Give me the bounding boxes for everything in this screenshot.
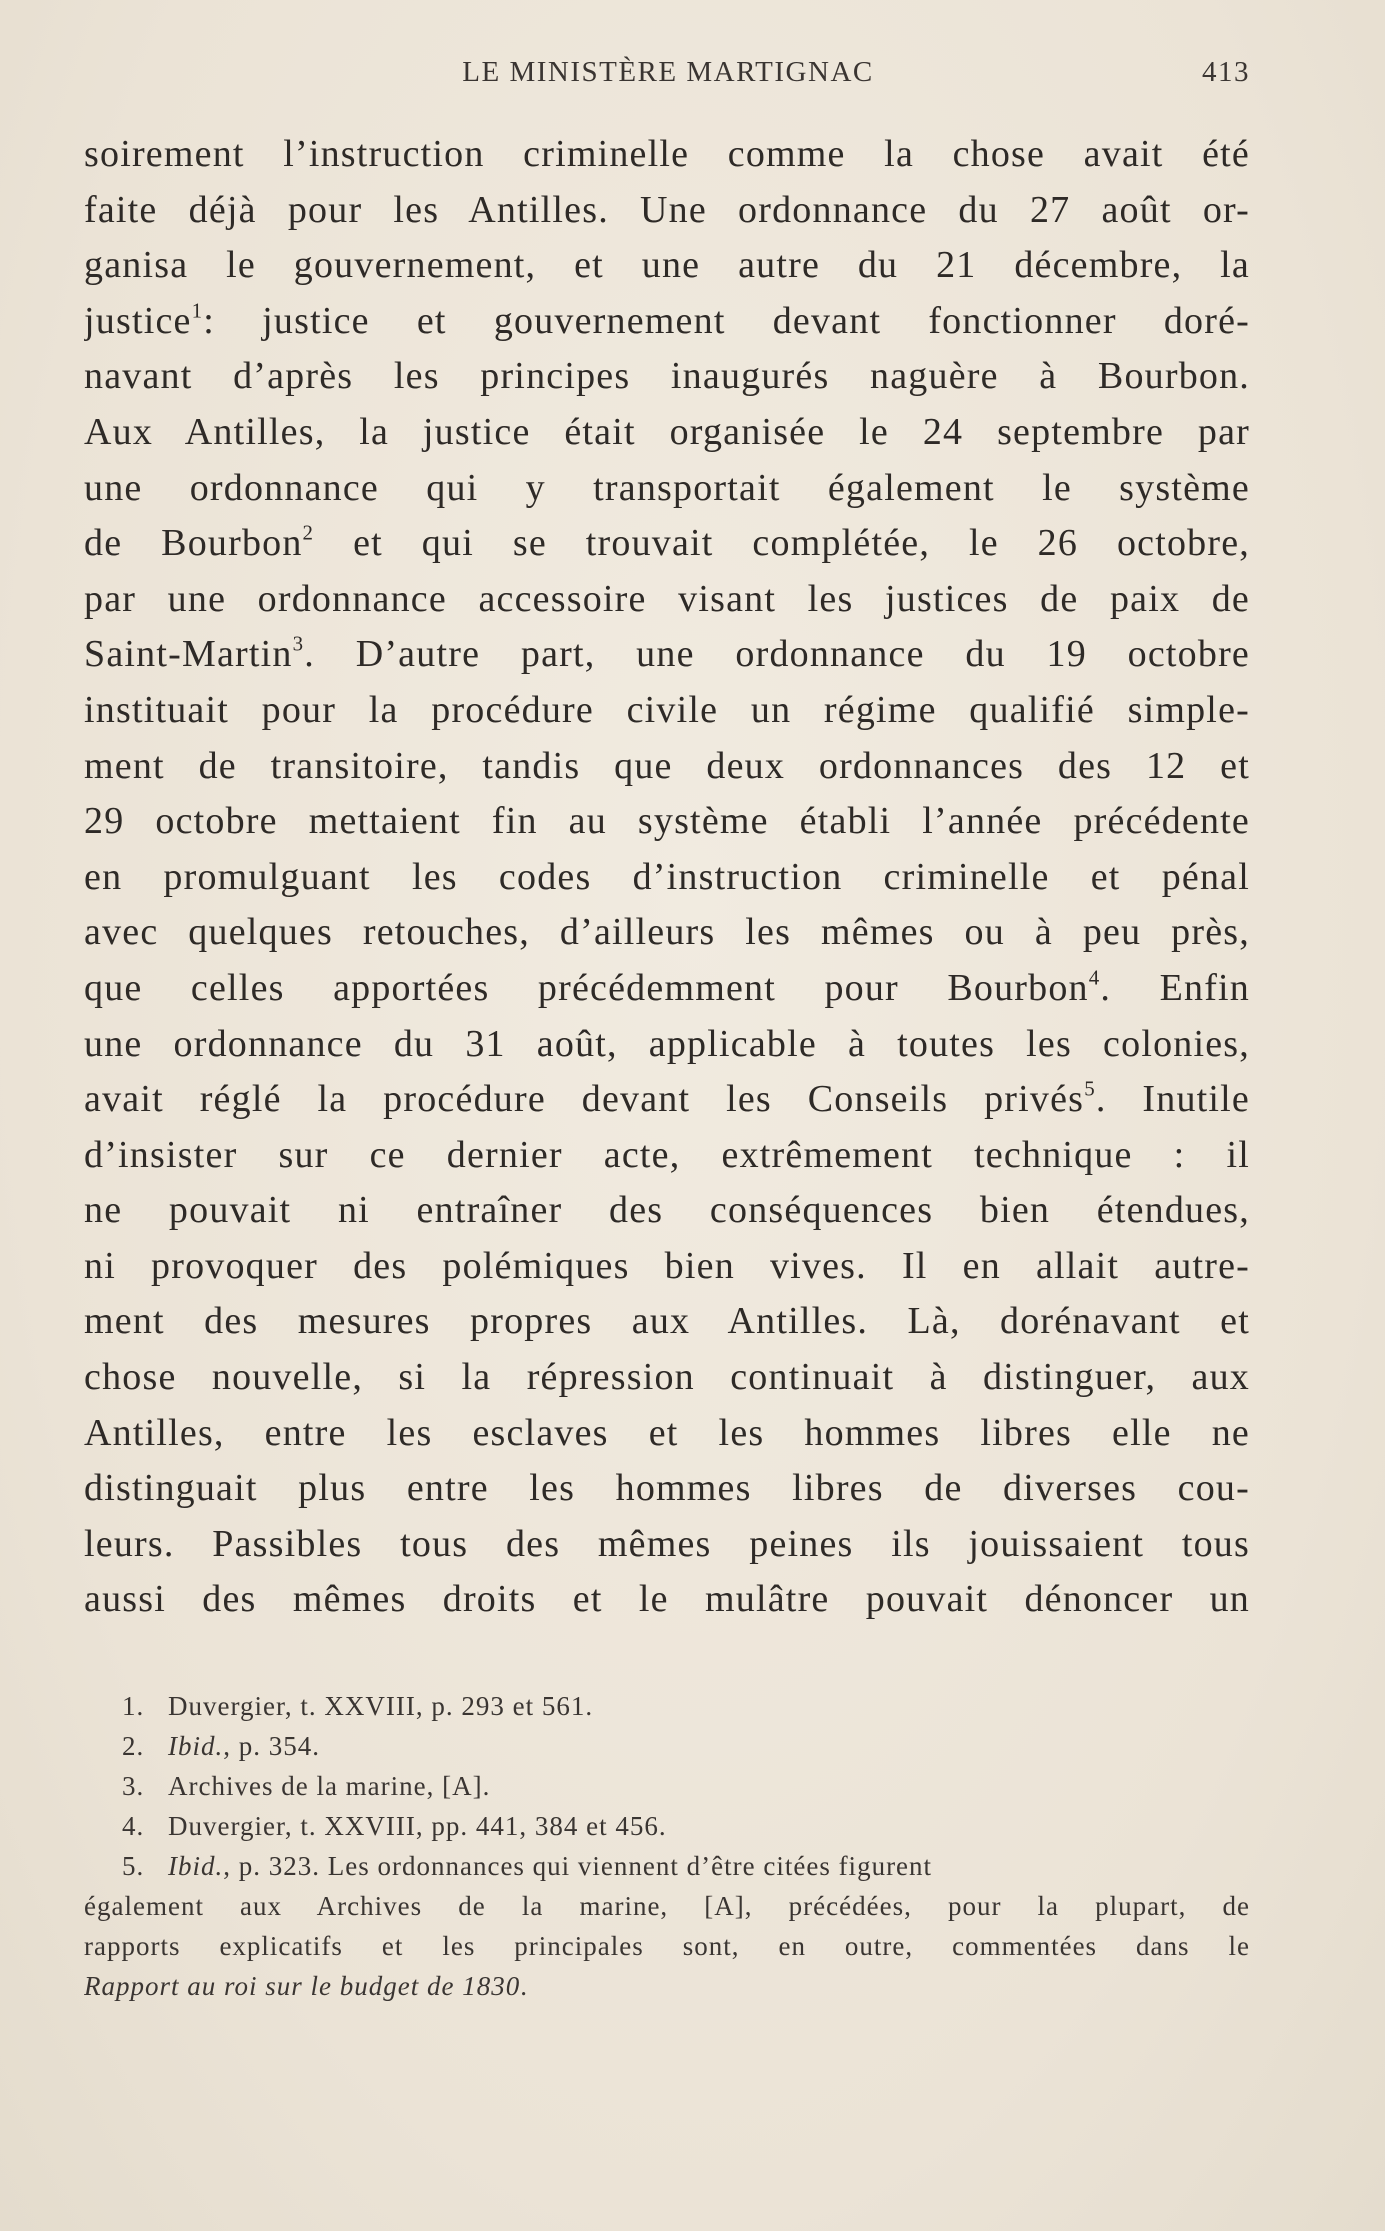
text-fragment: . D’autre part, une ordonnance du 19 octobre bbox=[304, 633, 1250, 676]
text-line: 29 octobre mettaient fin au système établi l’année précédente bbox=[84, 800, 1250, 843]
text-fragment: justice bbox=[84, 299, 192, 342]
text-line: aussi des mêmes droits et le mulâtre pouvait dénoncer un bbox=[84, 1578, 1250, 1621]
text-line: ment des mesures propres aux Antilles. Là, dorénavant et bbox=[84, 1300, 1250, 1343]
text-line: instituait pour la procédure civile un régime qualifié simple- bbox=[84, 688, 1250, 731]
footnote-number: 2. bbox=[122, 1731, 145, 1761]
text-fragment: que celles apportées précédemment pour Bourbon bbox=[84, 966, 1089, 1009]
text-line: ne pouvait ni entraîner des conséquences bien étendues, bbox=[84, 1189, 1250, 1232]
footnote-number: 4. bbox=[122, 1811, 145, 1841]
text-line: navant d’après les principes inaugurés naguère à Bourbon. bbox=[84, 355, 1250, 398]
footnote-5 bbox=[84, 1846, 1250, 1886]
text-line: ni provoquer des polémiques bien vives. Il en allait autre- bbox=[84, 1244, 1250, 1287]
text-line: par une ordonnance accessoire visant les justices de paix de bbox=[84, 577, 1250, 620]
text-line bbox=[84, 516, 1250, 572]
text-fragment: Saint-Martin bbox=[84, 633, 293, 676]
text-line bbox=[84, 961, 1250, 1017]
text-fragment: : justice et gouvernement devant fonctionner doré- bbox=[203, 299, 1250, 342]
footnote-3 bbox=[84, 1766, 1250, 1806]
footnote-1 bbox=[84, 1686, 1250, 1726]
footnote-title: Rapport au roi sur le budget de 1830 bbox=[84, 1971, 521, 2001]
footnote-2 bbox=[84, 1726, 1250, 1766]
text-line: une ordonnance du 31 août, applicable à toutes les colonies, bbox=[84, 1022, 1250, 1065]
text-line: d’insister sur ce dernier acte, extrêmement technique : il bbox=[84, 1133, 1250, 1176]
running-title: LE MINISTÈRE MARTIGNAC bbox=[462, 56, 874, 88]
footnotes bbox=[84, 1686, 1250, 2006]
footnote-ref-1: 1 bbox=[191, 298, 204, 323]
text-line bbox=[84, 294, 1250, 350]
text-line: ment de transitoire, tandis que deux ordonnances des 12 et bbox=[84, 744, 1250, 787]
text-line: Aux Antilles, la justice était organisée le 24 septembre par bbox=[84, 410, 1250, 453]
footnote-text: , p. 323. Les ordonnances qui viennent d’être citées figurent bbox=[223, 1851, 933, 1881]
text-line: une ordonnance qui y transportait également le système bbox=[84, 466, 1250, 509]
text-fragment: avait réglé la procédure devant les Conseils privés bbox=[84, 1078, 1085, 1121]
footnote-text: Duvergier, t. XXVIII, p. 293 et 561. bbox=[168, 1691, 594, 1721]
footnote-text: . bbox=[520, 1971, 528, 2001]
text-fragment: . Inutile bbox=[1095, 1078, 1250, 1121]
footnote-4 bbox=[84, 1806, 1250, 1846]
footnote-text: , p. 354. bbox=[223, 1731, 320, 1761]
text-line bbox=[84, 627, 1250, 683]
text-fragment: de Bourbon bbox=[84, 522, 303, 565]
text-fragment: et qui se trouvait complétée, le 26 octobre, bbox=[314, 522, 1250, 565]
footnote-text: Archives de la marine, [A]. bbox=[168, 1771, 491, 1801]
text-line: chose nouvelle, si la répression continuait à distinguer, aux bbox=[84, 1356, 1250, 1399]
footnote-ref-4: 4 bbox=[1088, 965, 1101, 990]
text-line: ganisa le gouvernement, et une autre du 21 décembre, la bbox=[84, 244, 1250, 287]
footnote-ibid: Ibid. bbox=[168, 1731, 224, 1761]
footnote-5-continued bbox=[84, 1966, 1250, 2006]
page-number: 413 bbox=[1202, 56, 1250, 88]
footnote-ref-3: 3 bbox=[292, 631, 305, 656]
text-fragment: . Enfin bbox=[1100, 966, 1250, 1009]
text-line: faite déjà pour les Antilles. Une ordonnance du 27 août or- bbox=[84, 188, 1250, 231]
text-line: distinguait plus entre les hommes libres de diverses cou- bbox=[84, 1467, 1250, 1510]
running-header bbox=[86, 56, 1250, 96]
footnote-ref-2: 2 bbox=[302, 520, 315, 545]
text-line: soirement l’instruction criminelle comme la chose avait été bbox=[84, 133, 1250, 175]
footnote-number: 5. bbox=[122, 1851, 145, 1881]
footnote-number: 1. bbox=[122, 1691, 145, 1721]
text-line: Antilles, entre les esclaves et les hommes libres elle ne bbox=[84, 1411, 1250, 1454]
footnote-ref-5: 5 bbox=[1084, 1076, 1096, 1101]
footnote-5-continued: rapports explicatifs et les principales sont, en outre, commentées dans le bbox=[84, 1931, 1250, 1961]
footnote-ibid: Ibid. bbox=[168, 1851, 224, 1881]
text-line: avec quelques retouches, d’ailleurs les mêmes ou à peu près, bbox=[84, 911, 1250, 954]
body-text bbox=[84, 127, 1250, 1628]
text-line: leurs. Passibles tous des mêmes peines ils jouissaient tous bbox=[84, 1522, 1250, 1565]
footnote-5-continued: également aux Archives de la marine, [A], précédées, pour la plupart, de bbox=[84, 1891, 1250, 1921]
text-line: en promulguant les codes d’instruction criminelle et pénal bbox=[84, 855, 1250, 898]
footnote-text: Duvergier, t. XXVIII, pp. 441, 384 et 456. bbox=[168, 1811, 667, 1841]
footnote-number: 3. bbox=[122, 1771, 145, 1801]
text-line bbox=[84, 1072, 1250, 1128]
